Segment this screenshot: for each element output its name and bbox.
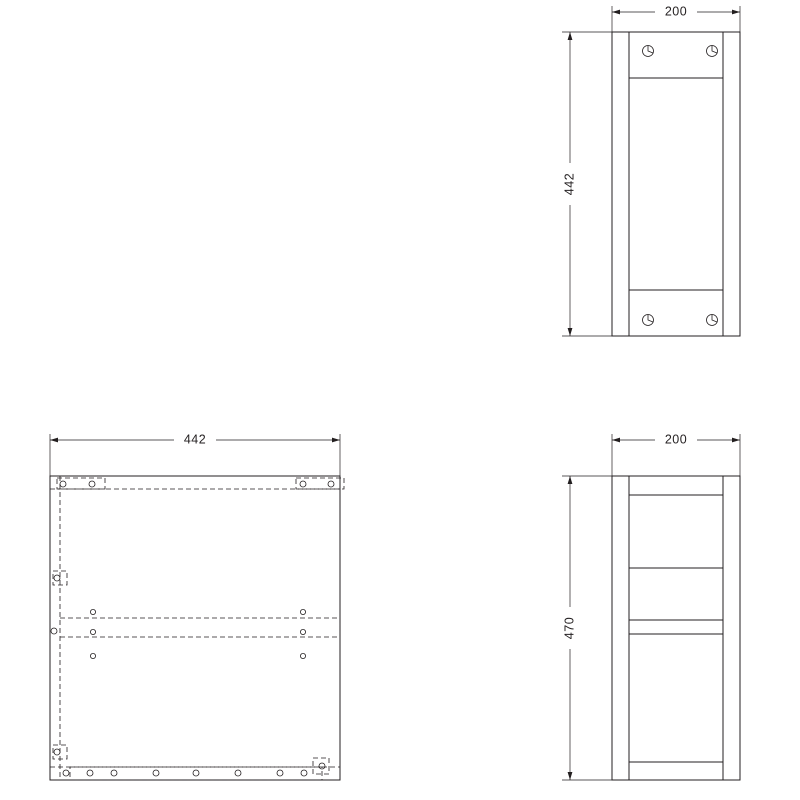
bracket-top-right <box>296 478 344 489</box>
shelf-pins <box>90 609 305 658</box>
dimension-width-top <box>612 4 740 32</box>
side-fixings-left <box>51 571 67 759</box>
dimension-height-top <box>562 32 612 336</box>
view-front-elevation <box>50 432 344 780</box>
dimension-label-width-front: 442 <box>183 432 207 447</box>
dimension-label-width-top: 200 <box>664 4 688 19</box>
dimension-width-front <box>50 432 340 476</box>
dimension-label-height-top: 442 <box>562 172 577 196</box>
fixing-bottom-right <box>707 315 718 326</box>
fixing-top-left <box>643 46 654 57</box>
view-side-elevation-bottom <box>562 432 740 780</box>
fixing-top-right <box>707 46 718 57</box>
view-side-elevation-top <box>562 4 740 336</box>
fixing-bottom-left <box>643 315 654 326</box>
shelf-hidden-outline <box>60 618 340 637</box>
dimension-width-side <box>612 432 740 476</box>
dimension-label-width-side: 200 <box>664 432 688 447</box>
dimension-height-side <box>562 476 612 780</box>
dimension-label-height-side: 470 <box>562 616 577 640</box>
bracket-top-left <box>57 478 105 489</box>
